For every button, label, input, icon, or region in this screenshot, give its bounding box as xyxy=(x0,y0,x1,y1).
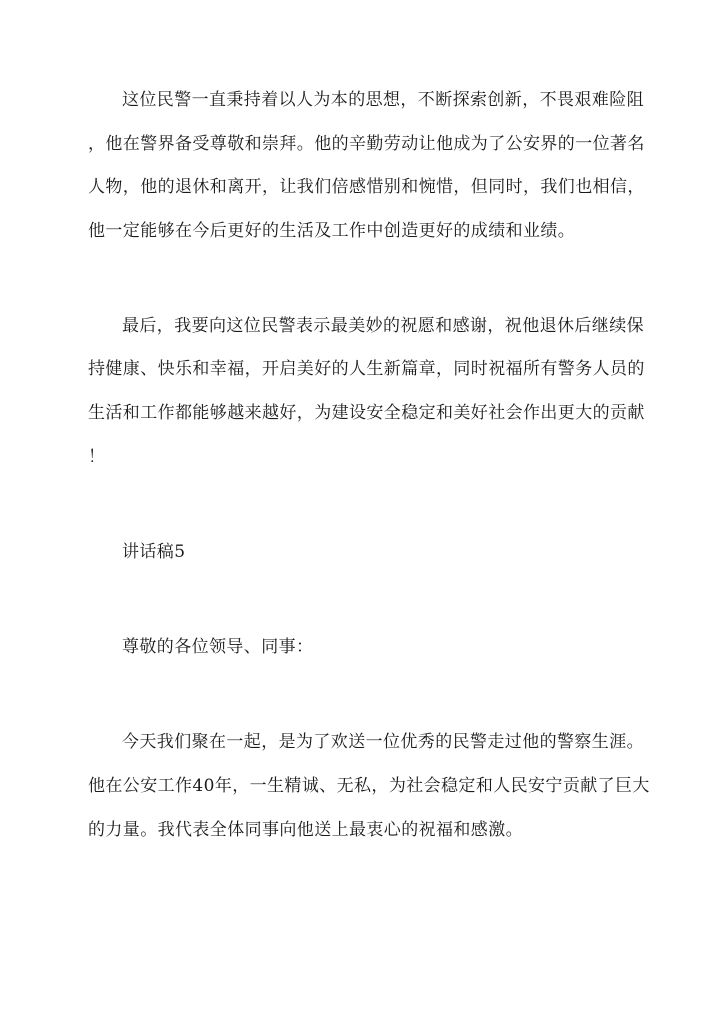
section-heading: 讲话稿5 xyxy=(122,542,186,562)
paragraph-2-line-4: ！ xyxy=(88,447,106,467)
paragraph-2-line-2: 持健康、快乐和幸福，开启美好的人生新篇章，同时祝福所有警务人员的 xyxy=(88,359,645,379)
paragraph-3-line-1: 今天我们聚在一起，是为了欢送一位优秀的民警走过他的警察生涯。 xyxy=(122,732,644,752)
paragraph-1-line-4: 他一定能够在今后更好的生活及工作中创造更好的成绩和业绩。 xyxy=(88,221,576,241)
paragraph-3-line-2: 他在公安工作40年，一生精诚、无私，为社会稳定和人民安宁贡献了巨大 xyxy=(88,776,650,796)
paragraph-2-line-1: 最后，我要向这位民警表示最美妙的祝愿和感谢，祝他退休后继续保 xyxy=(122,316,644,336)
paragraph-1-line-3: 人物，他的退休和离开，让我们倍感惜别和惋惜，但同时，我们也相信， xyxy=(88,177,645,197)
paragraph-3-line-3: 的力量。我代表全体同事向他送上最衷心的祝福和感激。 xyxy=(88,820,523,840)
paragraph-2-line-3: 生活和工作都能够越来越好，为建设安全稳定和美好社会作出更大的贡献 xyxy=(88,403,645,423)
salutation: 尊敬的各位领导、同事： xyxy=(122,637,314,657)
paragraph-1-line-2: ，他在警界备受尊敬和崇拜。他的辛勤劳动让他成为了公安界的一位著名 xyxy=(88,134,645,154)
paragraph-1-line-1: 这位民警一直秉持着以人为本的思想，不断探索创新，不畏艰难险阻 xyxy=(122,90,644,110)
